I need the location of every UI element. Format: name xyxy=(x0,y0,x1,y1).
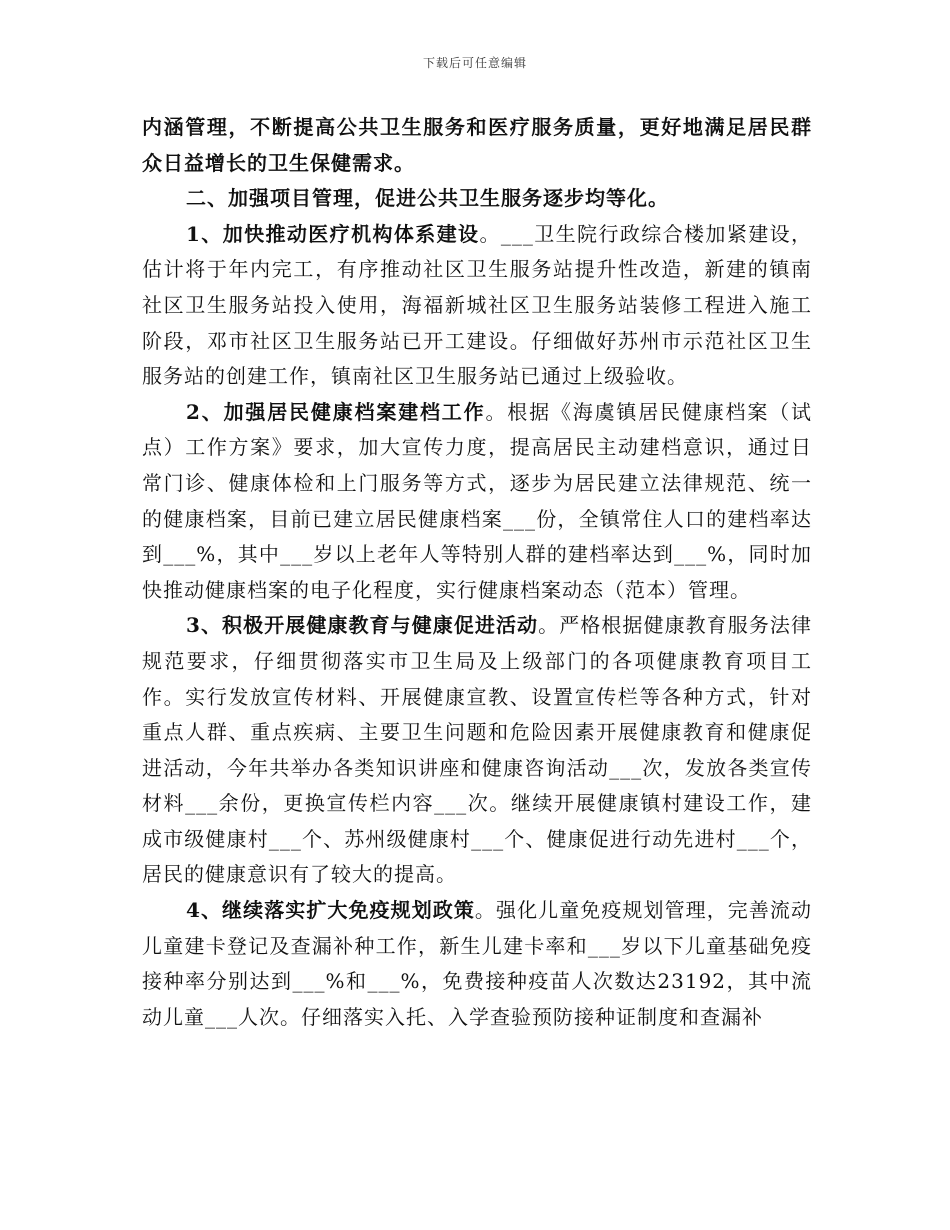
document-body xyxy=(142,110,812,1035)
paragraph-1-text: 。___卫生院行政综合楼加紧建设，估计将于年内完工，有序推动社区卫生服务站提升性改造，新建的镇南社区卫生服务站投入使用，海福新城社区卫生服务站装修工程进入施工阶段，邓市社区卫生服务站已开工建设。仔细做好苏州市示范社区卫生服务站的创建工作，镇南社区卫生服务站已通过上级验收。 xyxy=(142,221,813,389)
paragraph-4-lead: 4、继续落实扩大免疫规划政策 xyxy=(186,898,475,923)
section-heading-2 xyxy=(142,181,812,217)
paragraph-intro-text: 内涵管理，不断提高公共卫生服务和医疗服务质量，更好地满足居民群众日益增长的卫生保健需求。 xyxy=(142,115,812,175)
paragraph-2-lead: 2、加强居民健康档案建档工作 xyxy=(186,399,486,424)
paragraph-intro xyxy=(142,110,812,181)
paragraph-4 xyxy=(142,893,812,1035)
paragraph-3-lead: 3、积极开展健康教育与健康促进活动 xyxy=(186,613,539,638)
paragraph-1 xyxy=(142,217,812,395)
paragraph-2 xyxy=(142,395,812,609)
paragraph-2-text: 。根据《海虞镇居民健康档案（试点）工作方案》要求，加大宣传力度，提高居民主动建档意识，通过日常门诊、健康体检和上门服务等方式，逐步为居民建立法律规范、统一的健康档案，目前已建立居民健康档案___份，全镇常住人口的建档率达到___%，其中___岁以上老年人等特别人群的建档率达到___%，同时加快推动健康档案的电子化程度，实行健康档案动态（范本）管理。 xyxy=(142,399,813,602)
section-heading-2-text: 二、加强项目管理，促进公共卫生服务逐步均等化。 xyxy=(186,186,669,211)
paragraph-3-text: 。严格根据健康教育服务法律规范要求，仔细贯彻落实市卫生局及上级部门的各项健康教育项目工作。实行发放宣传材料、开展健康宣教、设置宣传栏等各种方式，针对重点人群、重点疾病、主要卫生问题和危险因素开展健康教育和健康促进活动，今年共举办各类知识讲座和健康咨询活动___次，发放各类宣传材料___余份，更换宣传栏内容___次。继续开展健康镇村建设工作，建成市级健康村___个、苏州级健康村___个、健康促进行动先进村___个，居民的健康意识有了较大的提高。 xyxy=(142,613,813,887)
paragraph-3 xyxy=(142,608,812,893)
page-header: 下载后可任意编辑 xyxy=(422,56,527,70)
paragraph-4-text: 。强化儿童免疫规划管理，完善流动儿童建卡登记及查漏补种工作，新生儿建卡率和___岁以下儿童基础免疫接种率分别达到___%和___%，免费接种疫苗人次数达23192，其中流动儿童___人次。仔细落实入托、入学查验预防接种证制度和查漏补 xyxy=(142,898,812,1029)
paragraph-1-lead: 1、加快推动医疗机构体系建设 xyxy=(186,221,480,246)
